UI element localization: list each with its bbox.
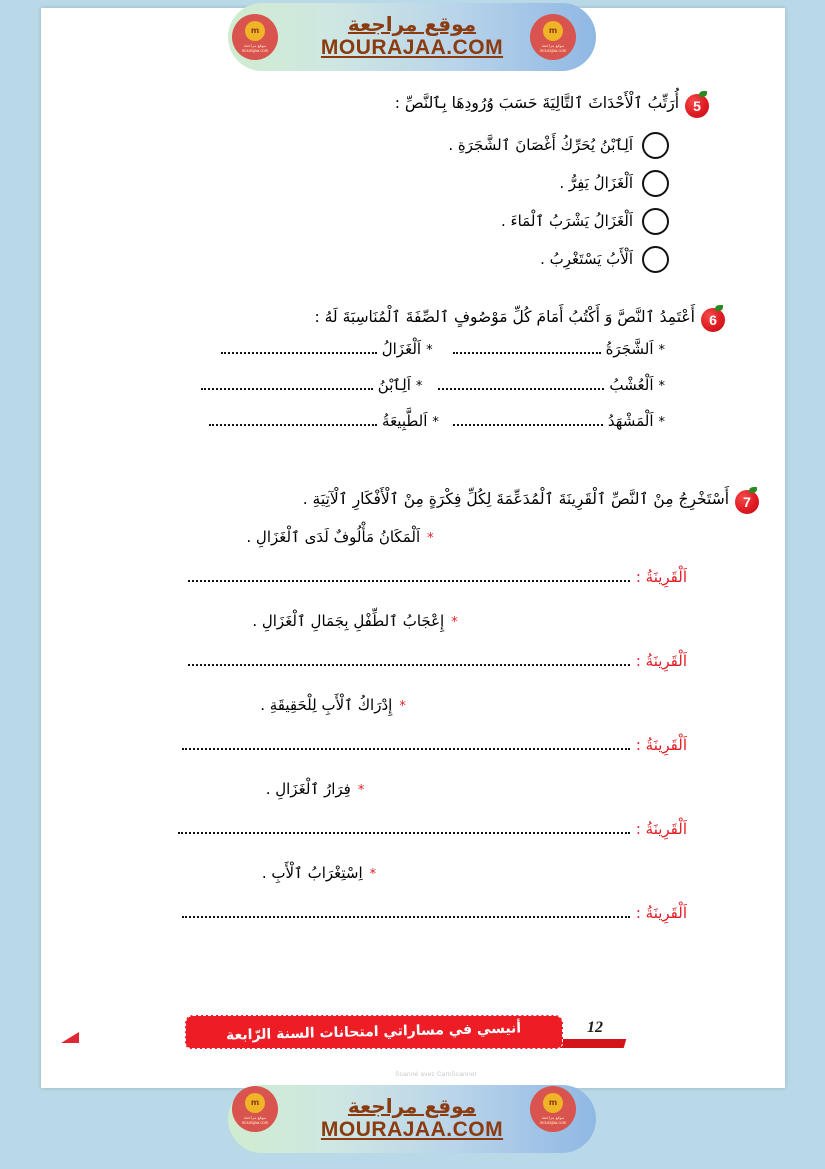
option-label: اَلْغَزَالُ يَفِرُّ . [559,174,633,192]
idea-text: اَلْمَكَانُ مَأْلُوفٌ لَدَى ٱلْغَزَالِ . [246,528,421,546]
bullet-star-icon: * [427,531,434,546]
option-label: اَلْأَبُ يَسْتَغْرِبُ . [540,250,633,268]
answer-dotted-line[interactable] [453,340,601,354]
idea-text: إِدْرَاكُ ٱلْأَبِ لِلْحَقِيقَةِ . [260,696,393,714]
corner-decoration-icon [61,1032,79,1043]
answer-row [41,652,785,696]
book-title: أنيسي في مساراتي امتحانات السنة الرّابعة [226,1020,522,1044]
exercise-7 [41,488,785,948]
idea-text: إِعْجَابُ ٱلطِّفْلِ بِجَمَالِ ٱلْغَزَالِ . [252,612,445,630]
exercise-number-badge-5: 5 [685,94,709,118]
exercise-6 [41,306,785,448]
logo-caption: موقع مراجعة mourajaa.com [241,42,269,53]
logo-badge-icon: m [543,21,563,41]
exercise-number-badge-6: 6 [701,308,725,332]
matching-term: اَلطَّبِيعَةُ [382,412,428,430]
exercise-5-prompt: أُرَتِّبُ ٱلْأَحْدَاثَ ٱلتَّالِيَةَ حَسَبَ وُرُودِهَا بِٱلنَّصِّ : [394,94,679,112]
answer-row [41,568,785,612]
answer-dotted-line[interactable] [182,736,630,750]
site-name-arabic: موقع مراجعة [347,12,477,37]
exercise-6-header [41,306,785,332]
bullet-star-icon: * [399,699,406,714]
idea-row [41,528,785,568]
matching-right-cell [453,412,665,430]
exercise-5 [41,92,785,278]
idea-row [41,864,785,904]
site-logo-icon [530,14,576,60]
bullet-star-icon: * [658,379,665,394]
worksheet-page [41,8,785,1088]
exercise-5-options [41,126,785,278]
matching-left-cell [221,340,433,358]
footer-title-banner [185,1015,563,1049]
matching-term: اَلْعُشْبُ [609,376,654,394]
exercise-6-prompt: أَعْتَمِدُ ٱلنَّصَّ وَ أَكْتُبُ أَمَامَ كُلِّ مَوْصُوفٍ ٱلصِّفَةَ ٱلْمُنَاسِبَةَ لَهُ : [314,308,695,326]
idea-row [41,612,785,652]
bullet-star-icon: * [658,415,665,430]
exercise-7-prompt: أَسْتَخْرِجُ مِنْ ٱلنَّصِّ ٱلْقَرِينَةَ ٱلْمُدَعِّمَةَ لِكُلِّ فِكْرَةٍ مِنْ ٱلْأَفْكَارِ ٱلْآتِيَةِ . [302,490,729,508]
logo-caption: موقع مراجعة mourajaa.com [539,1114,567,1125]
answer-label: اَلْقَرِينَةُ : [635,652,687,670]
page-number: 12 [587,1019,603,1036]
exercise-5-header [41,92,785,118]
order-circle-icon[interactable] [642,170,669,197]
answer-label: اَلْقَرِينَةُ : [635,904,687,922]
bullet-star-icon: * [426,343,433,358]
option-row[interactable] [41,240,785,278]
matching-row [41,412,785,448]
order-circle-icon[interactable] [642,208,669,235]
answer-dotted-line[interactable] [201,376,373,390]
idea-text: اِسْتِغْرَابُ ٱلْأَبِ . [261,864,363,882]
matching-term: اَلِٱبْنُ [377,376,411,394]
scanner-watermark: Scanné avec CamScanner [395,1071,477,1078]
bullet-star-icon: * [415,379,423,394]
option-label: اَلْغَزَالُ يَشْرَبُ ٱلْمَاءَ . [501,212,633,230]
option-row[interactable] [41,164,785,202]
site-logo-icon [232,1086,278,1132]
logo-caption: موقع مراجعة mourajaa.com [241,1114,269,1125]
matching-left-cell [201,376,423,394]
matching-row [41,340,785,376]
answer-label: اَلْقَرِينَةُ : [635,568,687,586]
order-circle-icon[interactable] [642,246,669,273]
site-url[interactable]: MOURAJAA.COM [320,36,504,60]
bullet-star-icon: * [432,415,439,430]
idea-row [41,780,785,820]
option-row[interactable] [41,202,785,240]
answer-dotted-line[interactable] [182,904,630,918]
site-name-arabic: موقع مراجعة [347,1094,477,1119]
logo-badge-icon: m [245,21,265,41]
idea-row [41,696,785,736]
answer-label: اَلْقَرِينَةُ : [635,736,687,754]
matching-term: اَلْغَزَالُ [381,340,422,358]
matching-right-cell [438,376,665,394]
option-label: اَلِٱبْنُ يُحَرِّكُ أَغْصَانَ ٱلشَّجَرَةِ . [448,136,633,154]
answer-dotted-line[interactable] [221,340,377,354]
answer-dotted-line[interactable] [188,652,630,666]
logo-caption: موقع مراجعة mourajaa.com [539,42,567,53]
logo-badge-icon: m [543,1093,563,1113]
page-footer [41,1011,785,1059]
exercise-7-header [41,488,785,514]
bullet-star-icon: * [451,615,458,630]
order-circle-icon[interactable] [642,132,669,159]
bullet-star-icon: * [658,343,665,358]
matching-row [41,376,785,412]
bullet-star-icon: * [357,783,365,798]
matching-term: اَلشَّجَرَةُ [605,340,654,358]
answer-row [41,736,785,780]
exercise-number-badge-7: 7 [735,490,759,514]
answer-row [41,904,785,948]
site-logo-icon [232,14,278,60]
answer-dotted-line[interactable] [209,412,377,426]
matching-term: اَلْمَشْهَدُ [607,412,654,430]
site-url[interactable]: MOURAJAA.COM [320,1118,504,1142]
matching-left-cell [209,412,439,430]
answer-label: اَلْقَرِينَةُ : [635,820,687,838]
answer-row [41,820,785,864]
matching-right-cell [453,340,665,358]
option-row[interactable] [41,126,785,164]
answer-dotted-line[interactable] [178,820,630,834]
answer-dotted-line[interactable] [438,376,604,390]
logo-badge-icon: m [245,1093,265,1113]
answer-dotted-line[interactable] [188,568,630,582]
site-logo-icon [530,1086,576,1132]
idea-text: فِرَارُ ٱلْغَزَالِ . [265,780,351,798]
answer-dotted-line[interactable] [453,412,603,426]
bullet-star-icon: * [369,867,377,882]
